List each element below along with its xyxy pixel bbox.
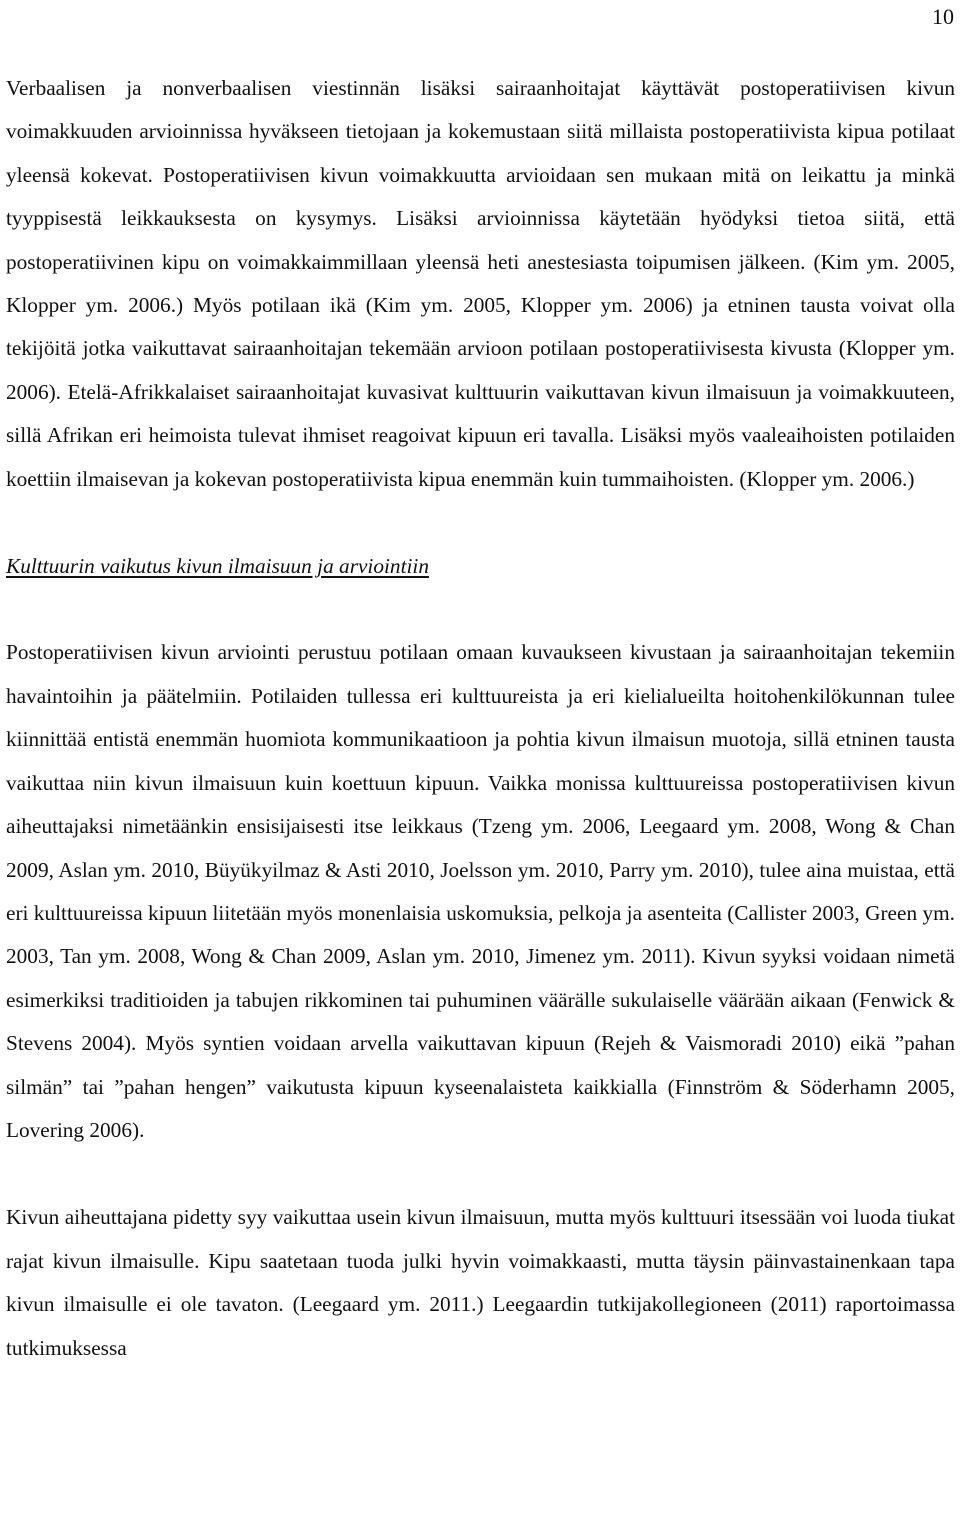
paragraph-pain-expression: Kivun aiheuttajana pidetty syy vaikuttaa usein kivun ilmaisuun, mutta myös kulttuuri itsessään voi luoda tiukat rajat kivun ilmaisulle. Kipu saatetaan tuoda julki hyvin voimakkaasti, mutta täysin päinvastainenkaan tapa kivun ilmaisulle ei ole tavaton. (Leegaard ym. 2011.) Leegaardin tutkijakollegioneen (2011) raportoimassa tutkimuksessa	[6, 1205, 955, 1360]
paragraph-culture-assessment: Postoperatiivisen kivun arviointi perustuu potilaan omaan kuvaukseen kivustaan ja sairaanhoitajan tekemiin havaintoihin ja päätelmiin. Potilaiden tullessa eri kulttuureista ja eri kielialueilta hoitohenkilökunnan tulee kiinnittää entistä enemmän huomiota kommunikaatioon ja pohtia kivun ilmaisun muotoja, sillä etninen tausta vaikuttaa niin kivun ilmaisuun kuin koettuun kipuun. Vaikka monissa kulttuureissa postoperatiivisen kivun aiheuttajaksi nimetäänkin ensisijaisesti itse leikkaus (Tzeng ym. 2006, Leegaard ym. 2008, Wong & Chan 2009, Aslan ym. 2010, Büyükyilmaz & Asti 2010, Joelsson ym. 2010, Parry ym. 2010), tulee aina muistaa, että eri kulttuureissa kipuun liitetään myös monenlaisia uskomuksia, pelkoja ja asenteita (Callister 2003, Green ym. 2003, Tan ym. 2008, Wong & Chan 2009, Aslan ym. 2010, Jimenez ym. 2011). Kivun syyksi voidaan nimetä esimerkiksi traditioiden ja tabujen rikkominen tai puhuminen väärälle sukulaiselle väärään aikaan (Fenwick & Stevens 2004). Myös syntien voidaan arvella vaikuttavan kipuun (Rejeh & Vaismoradi 2010) eikä ”pahan silmän” tai ”pahan hengen” vaikutusta kipuun kyseenalaisteta kaikkialla (Finnström & Söderhamn 2005, Lovering 2006).	[6, 640, 955, 1142]
page-number: 10	[932, 4, 954, 29]
paragraph-nurse-assessment: Verbaalisen ja nonverbaalisen viestinnän lisäksi sairaanhoitajat käyttävät postoperatiivisen kivun voimakkuuden arvioinnissa hyväkseen tietojaan ja kokemustaan siitä millaista postoperatiivista kipua potilaat yleensä kokevat. Postoperatiivisen kivun voimakkuutta arvioidaan sen mukaan mitä on leikattu ja minkä tyyppisestä leikkauksesta on kysymys. Lisäksi arvioinnissa käytetään hyödyksi tietoa siitä, että postoperatiivinen kipu on voimakkaimmillaan yleensä heti anestesiasta toipumisen jälkeen. (Kim ym. 2005, Klopper ym. 2006.) Myös potilaan ikä (Kim ym. 2005, Klopper ym. 2006) ja etninen tausta voivat olla tekijöitä jotka vaikuttavat sairaanhoitajan tekemään arvioon potilaan postoperatiivisesta kivusta (Klopper ym. 2006). Etelä-Afrikkalaiset sairaanhoitajat kuvasivat kulttuurin vaikuttavan kivun ilmaisuun ja voimakkuuteen, sillä Afrikan eri heimoista tulevat ihmiset reagoivat kipuun eri tavalla. Lisäksi myös vaaleaihoisten potilaiden koettiin ilmaisevan ja kokevan postoperatiivista kipua enemmän kuin tummaihoisten. (Klopper ym. 2006.)	[6, 76, 955, 491]
section-heading: Kulttuurin vaikutus kivun ilmaisuun ja arviointiin	[6, 554, 429, 579]
document-body	[6, 67, 955, 1370]
